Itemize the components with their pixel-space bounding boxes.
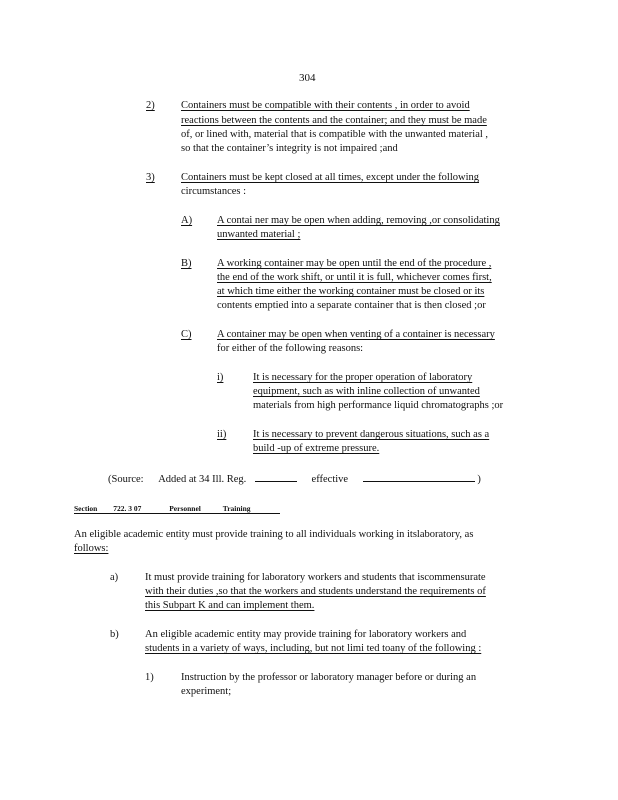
item-2-line-2: reactions between the contents and the container; and they must be made (181, 115, 487, 126)
section-number: 722. 3 07 (113, 504, 142, 513)
source-effective: effective (311, 474, 349, 485)
item-1-line-1: Instruction by the professor or laboratory manager before or during an (181, 672, 477, 683)
item-a-line-3: this Subpart K and can implement them. (145, 600, 315, 611)
item-a-upper-marker: A) (181, 215, 193, 226)
item-b-upper-line-4: contents emptied into a separate container that is then closed ;or (217, 300, 486, 311)
item-a-marker: a) (110, 572, 119, 583)
item-a-line-1: It must provide training for laboratory workers and students that iscommensurate (145, 572, 486, 583)
source-close: ) (477, 474, 481, 485)
item-i-line-3: materials from high performance liquid chromatographs ;or (253, 400, 504, 411)
item-c-upper-line-1: A container may be open when venting of a container is necessary (217, 329, 495, 340)
item-b-upper-line-1: A working container may be open until the end of the procedure , (217, 258, 492, 269)
item-2-marker: 2) (146, 100, 155, 111)
item-i-marker: i) (217, 372, 224, 383)
section-label: Section (74, 504, 98, 513)
item-a-line-2: with their duties ,so that the workers and students understand the requirements of (145, 586, 486, 597)
item-b-marker: b) (110, 629, 119, 640)
item-i-line-1: It is necessary for the proper operation of laboratory (253, 372, 473, 383)
source-blank-2 (363, 472, 475, 482)
section-title-2: Training (222, 504, 251, 513)
item-ii-line-2: build -up of extreme pressure. (253, 443, 380, 454)
item-1-line-2: experiment; (181, 686, 232, 697)
item-1-marker: 1) (145, 672, 154, 683)
item-3-line-1: Containers must be kept closed at all times, except under the following (181, 172, 480, 183)
item-b-line-1: An eligible academic entity may provide training for laboratory workers and (145, 629, 467, 640)
section-title-1: Personnel (169, 504, 201, 513)
item-a-upper-line-1: A contai ner may be open when adding, removing ,or consolidating (217, 215, 500, 226)
source-note (108, 472, 481, 486)
item-3-line-2: circumstances : (181, 186, 247, 197)
source-blank-1 (255, 472, 297, 482)
item-b-upper-line-3: at which time either the working container must be closed or its (217, 286, 485, 297)
item-2-line-4: so that the container’s integrity is not impaired ;and (181, 143, 398, 154)
item-b-upper-line-2: the end of the work shift, or until it is full, whichever comes first, (217, 272, 492, 283)
item-3-marker: 3) (146, 172, 155, 183)
item-i-line-2: equipment, such as with inline collection of unwanted (253, 386, 480, 397)
source-open: (Source: (108, 474, 144, 485)
item-c-upper-line-2: for either of the following reasons: (217, 343, 364, 354)
item-2-line-1: Containers must be compatible with their contents , in order to avoid (181, 100, 470, 111)
page-number: 304 (299, 72, 316, 84)
item-b-upper-marker: B) (181, 258, 192, 269)
section-rule (74, 513, 280, 514)
intro-line-1: An eligible academic entity must provide training to all individuals working in itslaboratory, as (74, 529, 474, 540)
item-a-upper-line-2: unwanted material ; (217, 229, 301, 240)
item-c-upper-marker: C) (181, 329, 192, 340)
item-ii-marker: ii) (217, 429, 227, 440)
item-b-line-2: students in a variety of ways, including, but not limi ted toany of the following : (145, 643, 482, 654)
intro-line-2: follows: (74, 543, 109, 554)
source-added: Added at 34 Ill. Reg. (158, 474, 247, 485)
item-ii-line-1: It is necessary to prevent dangerous situations, such as a (253, 429, 490, 440)
item-2-line-3: of, or lined with, material that is compatible with the unwanted material , (181, 129, 489, 140)
